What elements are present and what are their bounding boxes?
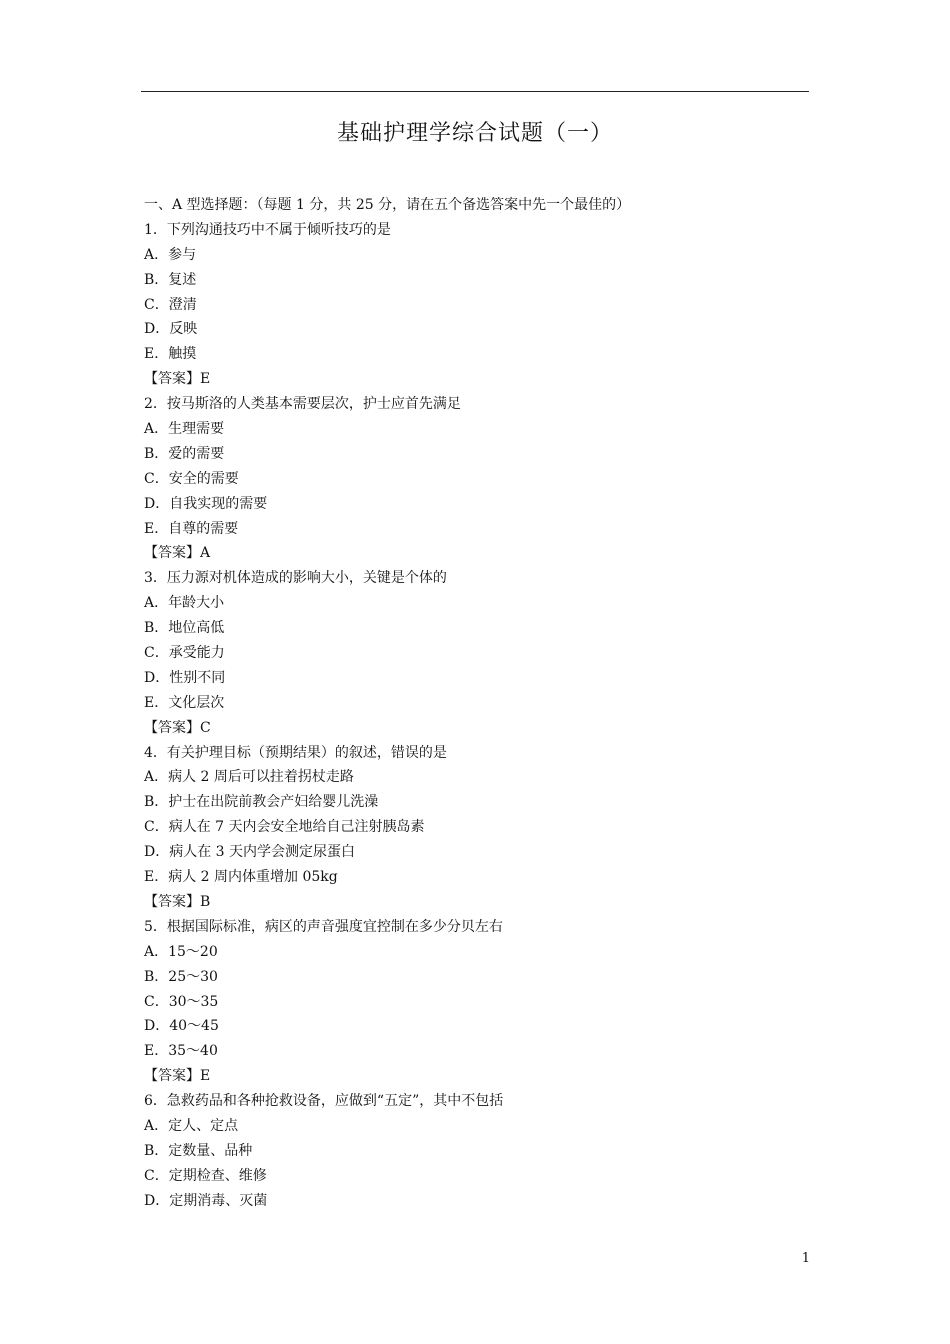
answer-option: D．定期消毒、灭菌 — [144, 1192, 268, 1209]
answer-option: A．年龄大小 — [144, 595, 225, 612]
question-block — [144, 1089, 812, 1213]
answer-key: 【答案】C — [144, 719, 211, 736]
answer-option: B．定数量、品种 — [144, 1142, 253, 1159]
question-stem: 3．压力源对机体造成的影响大小，关键是个体的 — [144, 570, 447, 587]
answer-key: 【答案】B — [144, 893, 211, 910]
answer-option: D．自我实现的需要 — [144, 495, 268, 512]
answer-option: E．触摸 — [144, 346, 197, 363]
answer-option: C．安全的需要 — [144, 470, 239, 487]
question-stem: 6．急救药品和各种抢救设备，应做到“五定”，其中不包括 — [144, 1093, 504, 1110]
question-block — [144, 915, 812, 1089]
answer-option: A．定人、定点 — [144, 1117, 239, 1134]
document-body — [144, 193, 812, 1214]
answer-option: A．15～20 — [144, 943, 218, 960]
question-block — [144, 741, 812, 915]
answer-option: D．40～45 — [144, 1018, 219, 1035]
answer-key: 【答案】E — [144, 371, 211, 388]
answer-key: 【答案】A — [144, 545, 211, 562]
question-block — [144, 392, 812, 566]
answer-option: C．30～35 — [144, 993, 219, 1010]
answer-option: B．25～30 — [144, 968, 218, 985]
answer-option: C．定期检查、维修 — [144, 1167, 267, 1184]
question-stem: 4．有关护理目标（预期结果）的叙述，错误的是 — [144, 744, 447, 761]
question-list — [144, 218, 812, 1214]
answer-option: D．性别不同 — [144, 669, 226, 686]
answer-option: E．自尊的需要 — [144, 520, 239, 537]
answer-option: C．病人在 7 天内会安全地给自己注射胰岛素 — [144, 819, 425, 836]
answer-option: A．病人 2 周后可以拄着拐杖走路 — [144, 769, 354, 786]
answer-option: E．文化层次 — [144, 694, 225, 711]
answer-option: B．爱的需要 — [144, 445, 225, 462]
page-number: 1 — [801, 1251, 810, 1266]
answer-option: D．反映 — [144, 321, 198, 338]
answer-option: B．地位高低 — [144, 620, 225, 637]
answer-option: C．承受能力 — [144, 645, 225, 662]
answer-option: A．生理需要 — [144, 421, 225, 438]
question-stem: 1．下列沟通技巧中不属于倾听技巧的是 — [144, 221, 391, 238]
question-block — [144, 566, 812, 740]
question-stem: 2．按马斯洛的人类基本需要层次，护士应首先满足 — [144, 396, 461, 413]
answer-option: C．澄清 — [144, 296, 197, 313]
header-rule — [141, 91, 809, 92]
section-heading: 一、A 型选择题：（每题 1 分，共 25 分，请在五个备选答案中先一个最佳的） — [144, 197, 631, 213]
answer-option: B．复述 — [144, 271, 197, 288]
answer-option: E．病人 2 周内体重增加 05kg — [144, 869, 338, 886]
question-stem: 5．根据国际标准，病区的声音强度宜控制在多少分贝左右 — [144, 918, 503, 935]
question-block — [144, 218, 812, 392]
answer-option: E．35～40 — [144, 1043, 218, 1060]
answer-option: D．病人在 3 天内学会测定尿蛋白 — [144, 844, 356, 861]
answer-key: 【答案】E — [144, 1068, 211, 1085]
answer-option: A．参与 — [144, 246, 197, 263]
answer-option: B．护士在出院前教会产妇给婴儿洗澡 — [144, 794, 379, 811]
document-title: 基础护理学综合试题（一） — [336, 121, 613, 146]
